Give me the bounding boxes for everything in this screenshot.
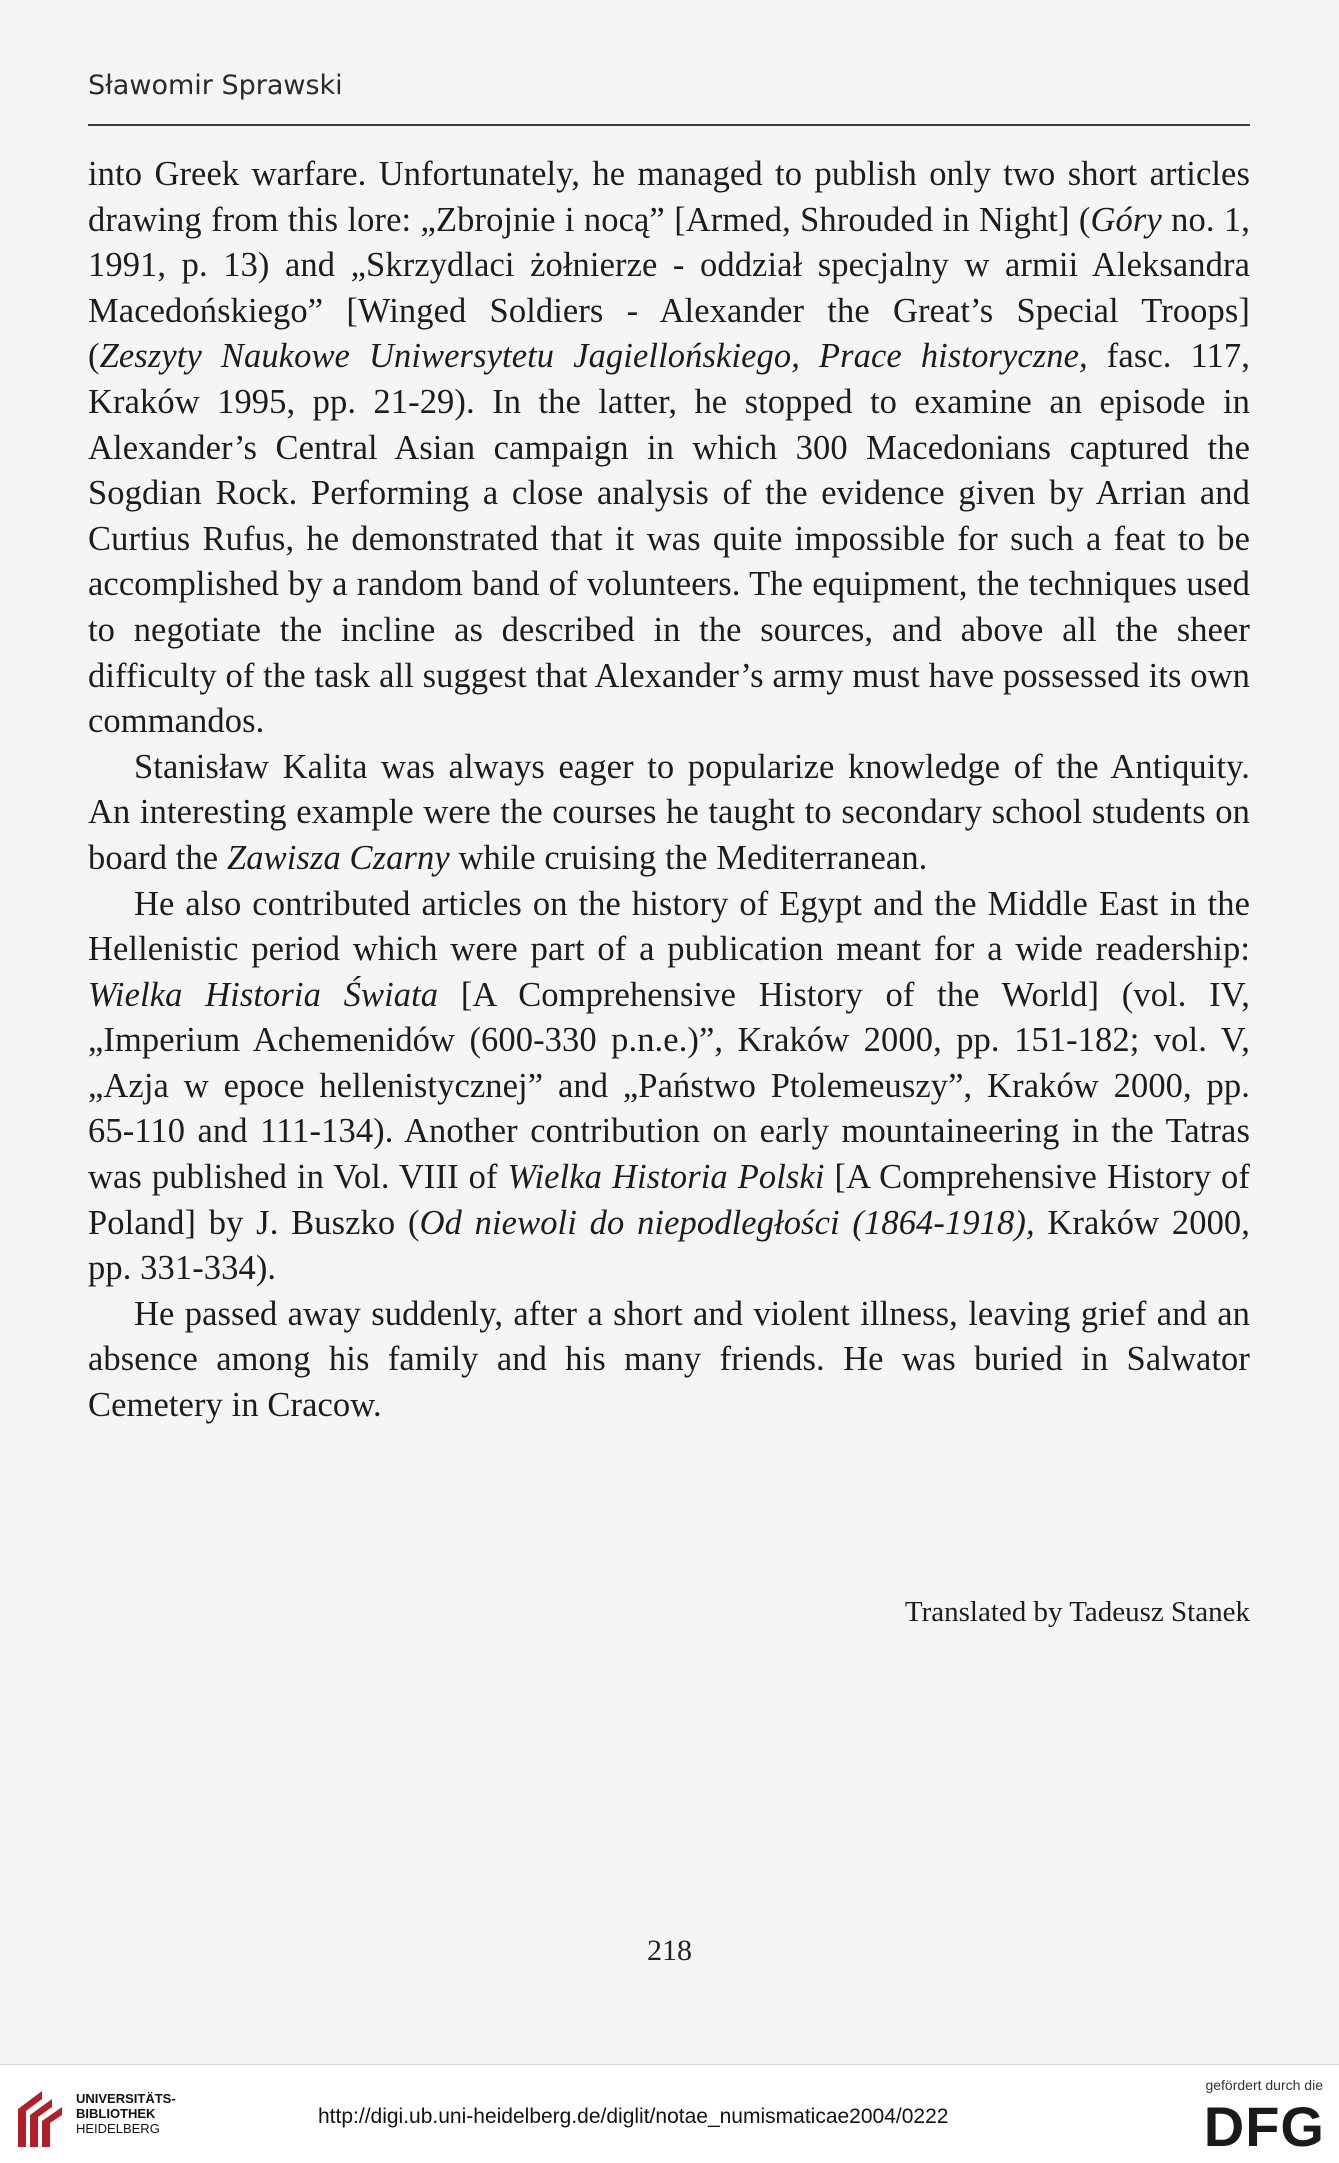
body-paragraph [88, 882, 1250, 1292]
text-run: [A Comprehensive History of the World] (vol. IV, „Imperium Achemenidów (600-330 p.n.e.)”, Kraków 2000, pp. 151-182; vol. V, „Azja w epoce hellenistycznej” and „Państwo Ptolemeuszy”, Kraków 2000, pp. 65-110 and 111-134). Another contribution on early mountaineering in the Tatras was published in Vol. VIII of [88, 975, 1251, 1197]
text-run: [A Comprehensive History of Poland] by J. Buszko ( [88, 1158, 1250, 1242]
library-name-line: UNIVERSITÄTS- [76, 2091, 176, 2106]
translator-credit: Translated by Tadeusz Stanek [904, 1596, 1250, 1628]
digitization-footer [0, 2064, 1339, 2163]
italic-title: Wielka Historia Polski [507, 1158, 825, 1197]
italic-title: Zeszyty Naukowe Uniwersytetu Jagiellońskiego, Prace historyczne, [99, 337, 1088, 376]
italic-title: Od niewoli do niepodległości (1864-1918), [419, 1203, 1035, 1242]
text-run: He also contributed articles on the history of Egypt and the Middle East in the Hellenistic period which were part of a publication meant for a wide readership: [88, 884, 1250, 969]
text-run: no. 1, 1991, p. 13) and „Skrzydlaci żołnierze - oddział specjalny w armii Aleksandra Macedońskiego” [Winged Soldiers - Alexander the Great’s Special Troops] ( [88, 200, 1250, 376]
body-paragraph [88, 1292, 1250, 1429]
text-run: into Greek warfare. Unfortunately, he managed to publish only two short articles drawing from this lore: „Zbrojnie i nocą” [Armed, Shrouded in Night] ( [88, 155, 1250, 239]
library-name-line: HEIDELBERG [76, 2121, 160, 2136]
body-paragraph [88, 152, 1250, 745]
body-paragraph [88, 745, 1250, 882]
dfg-logo: DFG [1203, 2095, 1325, 2158]
library-name [76, 2091, 176, 2136]
permalink-url[interactable]: http://digi.ub.uni-heidelberg.de/diglit/notae_numismaticae2004/0222 [318, 2105, 949, 2128]
header-rule [88, 124, 1250, 126]
italic-title: Góry [1090, 200, 1162, 239]
body-text [88, 152, 1250, 1429]
text-run: Kraków 2000, pp. 331-334). [88, 1203, 1251, 1288]
text-run: Stanisław Kalita was always eager to popularize knowledge of the Antiquity. An interesting example were the courses he taught to secondary school students on board the [88, 747, 1250, 877]
text-run: He passed away suddenly, after a short and violent illness, leaving grief and an absence among his family and his many friends. He was buried in Salwator Cemetery in Cracow. [88, 1294, 1250, 1425]
university-library-logo-icon [12, 2087, 70, 2149]
text-run: while cruising the Mediterranean. [449, 838, 928, 877]
running-head: Sławomir Sprawski [88, 70, 343, 101]
text-run: fasc. 117, Kraków 1995, pp. 21-29). In the latter, he stopped to examine an episode in Alexander’s Central Asian campaign in which 300 Macedonians captured the Sogdian Rock. Performing a close analysis of the evidence given by Arrian and Curtius Rufus, he demonstrated that it was quite impossible for such a feat to be accomplished by a random band of volunteers. The equipment, the techniques used to negotiate the incline as described in the sources, and above all the sheer difficulty of the task all suggest that Alexander’s army must have possessed its own commandos. [88, 337, 1250, 741]
page-number: 218 [647, 1934, 692, 1967]
italic-title: Zawisza Czarny [226, 838, 450, 877]
italic-title: Wielka Historia Świata [88, 975, 439, 1014]
library-name-line: BIBLIOTHEK [76, 2106, 156, 2121]
funding-caption: gefördert durch die [1205, 2077, 1323, 2093]
